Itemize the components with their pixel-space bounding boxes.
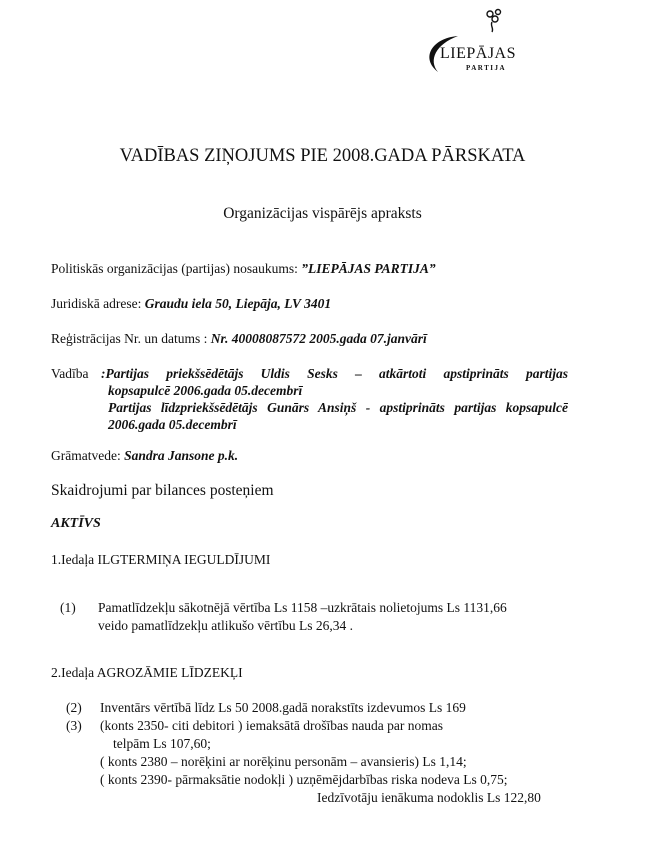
address-value: Graudu iela 50, Liepāja, LV 3401 xyxy=(144,296,332,311)
item-2-text: Inventārs vērtībā līdz Ls 50 2008.gadā norakstīts izdevumos Ls 169 xyxy=(100,700,466,715)
item-3-line-5: Iedzīvotāju ienākuma nodoklis Ls 122,80 xyxy=(317,790,541,805)
item-1-line-1: Pamatlīdzekļu sākotnējā vērtība Ls 1158 –uzkrātais nolietojums Ls 1131,66 xyxy=(98,600,507,615)
address-label: Juridiskā adrese: xyxy=(51,296,142,311)
page-subtitle: Organizācijas vispārējs apraksts xyxy=(223,205,422,222)
board-line-2: kopsapulcē 2006.gada 05.decembrī xyxy=(108,383,303,398)
board-line-4: 2006.gada 05.decembrī xyxy=(108,417,237,432)
registration-label: Reģistrācijas Nr. un datums : xyxy=(51,331,208,346)
org-name-value: ”LIEPĀJAS PARTIJA” xyxy=(301,261,436,276)
item-3-line-3: ( konts 2380 – norēķini ar norēķinu personām – avansieris) Ls 1,14; xyxy=(100,754,467,769)
logo-name: LIEPĀJAS xyxy=(440,45,517,62)
logo-subtitle: PARTIJA xyxy=(466,64,507,72)
accountant-label: Grāmatvede: xyxy=(51,448,121,463)
page-title: VADĪBAS ZIŅOJUMS PIE 2008.GADA PĀRSKATA xyxy=(119,146,526,166)
board-label: Vadība xyxy=(51,366,89,381)
accountant-row xyxy=(51,448,238,464)
section-heading: Skaidrojumi par bilances posteņiem xyxy=(51,482,274,499)
registration-value: Nr. 40008087572 2005.gada 07.janvārī xyxy=(210,331,427,346)
part2-heading: 2.Iedaļa AGROZĀMIE LĪDZEKĻI xyxy=(51,665,243,680)
item-1-number: (1) xyxy=(60,600,76,615)
item-3-number: (3) xyxy=(66,718,82,733)
party-logo xyxy=(418,8,528,78)
item-3-line-1: (konts 2350- citi debitori ) iemaksātā drošības nauda par nomas xyxy=(100,718,444,733)
item-2-number: (2) xyxy=(66,700,82,715)
board-line-1: :Partijas priekšsēdētājs Uldis Sesks – atkārtoti apstiprināts partijas xyxy=(101,366,568,381)
org-name-label: Politiskās organizācijas (partijas) nosaukums: xyxy=(51,261,298,276)
item-3-line-2: telpām Ls 107,60; xyxy=(113,736,211,751)
org-name-row xyxy=(51,261,436,277)
accountant-value: Sandra Jansone p.k. xyxy=(124,448,239,463)
item-1-line-2: veido pamatlīdzekļu atlikušo vērtību Ls 26,34 . xyxy=(98,618,353,633)
item-3-line-4: ( konts 2390- pārmaksātie nodokļi ) uzņēmējdarbības riska nodeva Ls 0,75; xyxy=(100,772,508,787)
address-row xyxy=(51,296,331,312)
board-line-3: Partijas līdzpriekšsēdētājs Gunārs Ansiņš - apstiprināts partijas kopsapulcē xyxy=(108,400,568,415)
part1-heading: 1.Iedaļa ILGTERMIŅA IEGULDĪJUMI xyxy=(51,552,271,567)
registration-row xyxy=(51,331,427,347)
aktivs-heading: AKTĪVS xyxy=(51,516,101,531)
